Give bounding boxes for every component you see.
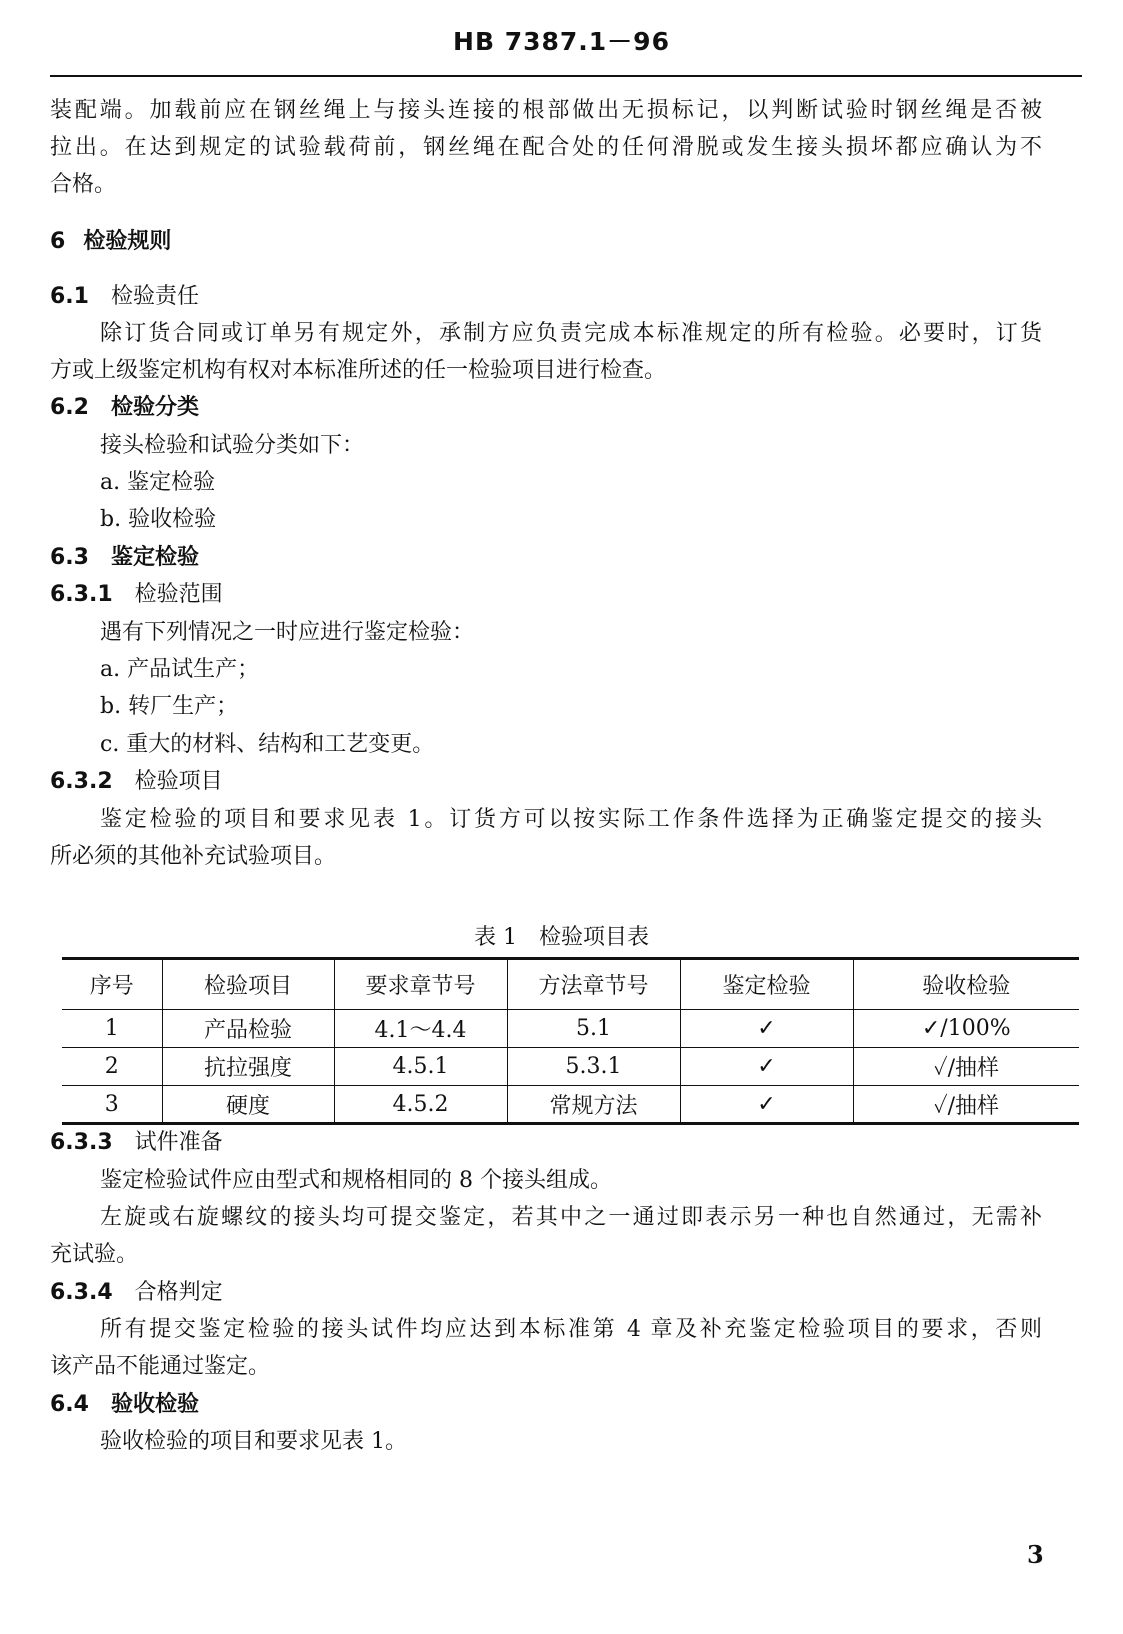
section-number: 6.3.3 (50, 1130, 113, 1155)
list-item: a. 产品试生产； (100, 657, 260, 682)
column-header: 鉴定检验 (680, 959, 853, 1010)
body-line: 验收检验的项目和要求见表 1。 (100, 1429, 407, 1454)
body-line: 除订货合同或订单另有规定外，承制方应负责完成本标准规定的所有检验。必要时，订货 (100, 321, 1042, 346)
section-number: 6.4 (50, 1392, 89, 1417)
body-line: 拉出。在达到规定的试验载荷前，钢丝绳在配合处的任何滑脱或发生接头损坏都应确认为不 (50, 135, 1042, 160)
inspection-table (62, 957, 1079, 1125)
table-cell: ✓/抽样 (853, 1086, 1079, 1124)
column-header: 要求章节号 (334, 959, 507, 1010)
section-number: 6.3.1 (50, 582, 113, 607)
body-line: 合格。 (50, 172, 117, 197)
column-header: 方法章节号 (507, 959, 680, 1010)
body-line: 遇有下列情况之一时应进行鉴定检验： (100, 620, 475, 645)
list-item: a. 鉴定检验 (100, 470, 216, 495)
list-item: b. 验收检验 (100, 507, 217, 532)
section-title: 验收检验 (110, 1392, 199, 1417)
table-cell: 硬度 (162, 1086, 334, 1124)
body-line: 装配端。加载前应在钢丝绳上与接头连接的根部做出无损标记，以判断试验时钢丝绳是否被 (50, 98, 1042, 123)
table-cell: 4.5.1 (334, 1048, 507, 1086)
section-number: 6.3.2 (50, 769, 113, 794)
section-number: 6.2 (50, 395, 89, 420)
column-header: 序号 (62, 959, 162, 1010)
body-line: 接头检验和试验分类如下： (100, 433, 365, 458)
standard-code: HB 7387.1－96 (453, 27, 670, 56)
column-header: 验收检验 (853, 959, 1079, 1010)
section-title: 检验规则 (83, 229, 172, 254)
header-rule (50, 75, 1082, 77)
section-heading (50, 769, 223, 795)
table-caption: 表 1 检验项目表 (474, 925, 649, 950)
list-item: b. 转厂生产； (100, 694, 239, 719)
page-number: 3 (1027, 1540, 1044, 1569)
section-title: 检验范围 (134, 582, 223, 607)
table-cell: 常规方法 (507, 1086, 680, 1124)
body-line: 充试验。 (50, 1242, 139, 1267)
section-title: 检验项目 (134, 769, 223, 794)
body-line: 所必须的其他补充试验项目。 (50, 844, 337, 869)
table-cell: 4.5.2 (334, 1086, 507, 1124)
section-heading (50, 395, 199, 421)
list-item: c. 重大的材料、结构和工艺变更。 (100, 732, 435, 757)
section-title: 合格判定 (134, 1280, 223, 1305)
table-cell: ✓/抽样 (853, 1048, 1079, 1086)
body-line: 该产品不能通过鉴定。 (50, 1354, 271, 1379)
body-line: 方或上级鉴定机构有权对本标准所述的任一检验项目进行检查。 (50, 358, 667, 383)
section-number: 6.3 (50, 545, 89, 570)
body-line: 所有提交鉴定检验的接头试件均应达到本标准第 4 章及补充鉴定检验项目的要求，否则 (100, 1317, 1042, 1342)
check-mark-cell: ✓ (680, 1086, 853, 1124)
section-heading (50, 1130, 223, 1156)
section-number: 6.1 (50, 284, 89, 309)
section-heading (50, 228, 171, 255)
column-header: 检验项目 (162, 959, 334, 1010)
table-cell: 5.3.1 (507, 1048, 680, 1086)
table-row (62, 1086, 1079, 1124)
section-heading (50, 582, 223, 608)
table-cell: 4.1～4.4 (334, 1010, 507, 1048)
section-title: 鉴定检验 (110, 545, 199, 570)
check-mark-cell: ✓ (680, 1010, 853, 1048)
table-cell: 产品检验 (162, 1010, 334, 1048)
section-heading (50, 284, 199, 310)
body-line: 鉴定检验的项目和要求见表 1。订货方可以按实际工作条件选择为正确鉴定提交的接头 (100, 807, 1042, 832)
section-number: 6.3.4 (50, 1280, 113, 1305)
table-row (62, 1010, 1079, 1048)
table-header-row (62, 959, 1079, 1010)
body-line: 鉴定检验试件应由型式和规格相同的 8 个接头组成。 (100, 1168, 612, 1193)
section-number: 6 (50, 229, 66, 254)
table-row (62, 1048, 1079, 1086)
section-heading (50, 1280, 223, 1306)
section-title: 检验分类 (110, 395, 199, 420)
table-cell: ✓/100% (853, 1010, 1079, 1048)
section-title: 试件准备 (134, 1130, 223, 1155)
check-mark-cell: ✓ (680, 1048, 853, 1086)
table-cell: 1 (62, 1010, 162, 1048)
table-cell: 抗拉强度 (162, 1048, 334, 1086)
body-line: 左旋或右旋螺纹的接头均可提交鉴定，若其中之一通过即表示另一种也自然通过，无需补 (100, 1205, 1042, 1230)
table-cell: 2 (62, 1048, 162, 1086)
table-cell: 5.1 (507, 1010, 680, 1048)
section-title: 检验责任 (110, 284, 199, 309)
table-cell: 3 (62, 1086, 162, 1124)
section-heading (50, 545, 199, 571)
section-heading (50, 1392, 199, 1418)
